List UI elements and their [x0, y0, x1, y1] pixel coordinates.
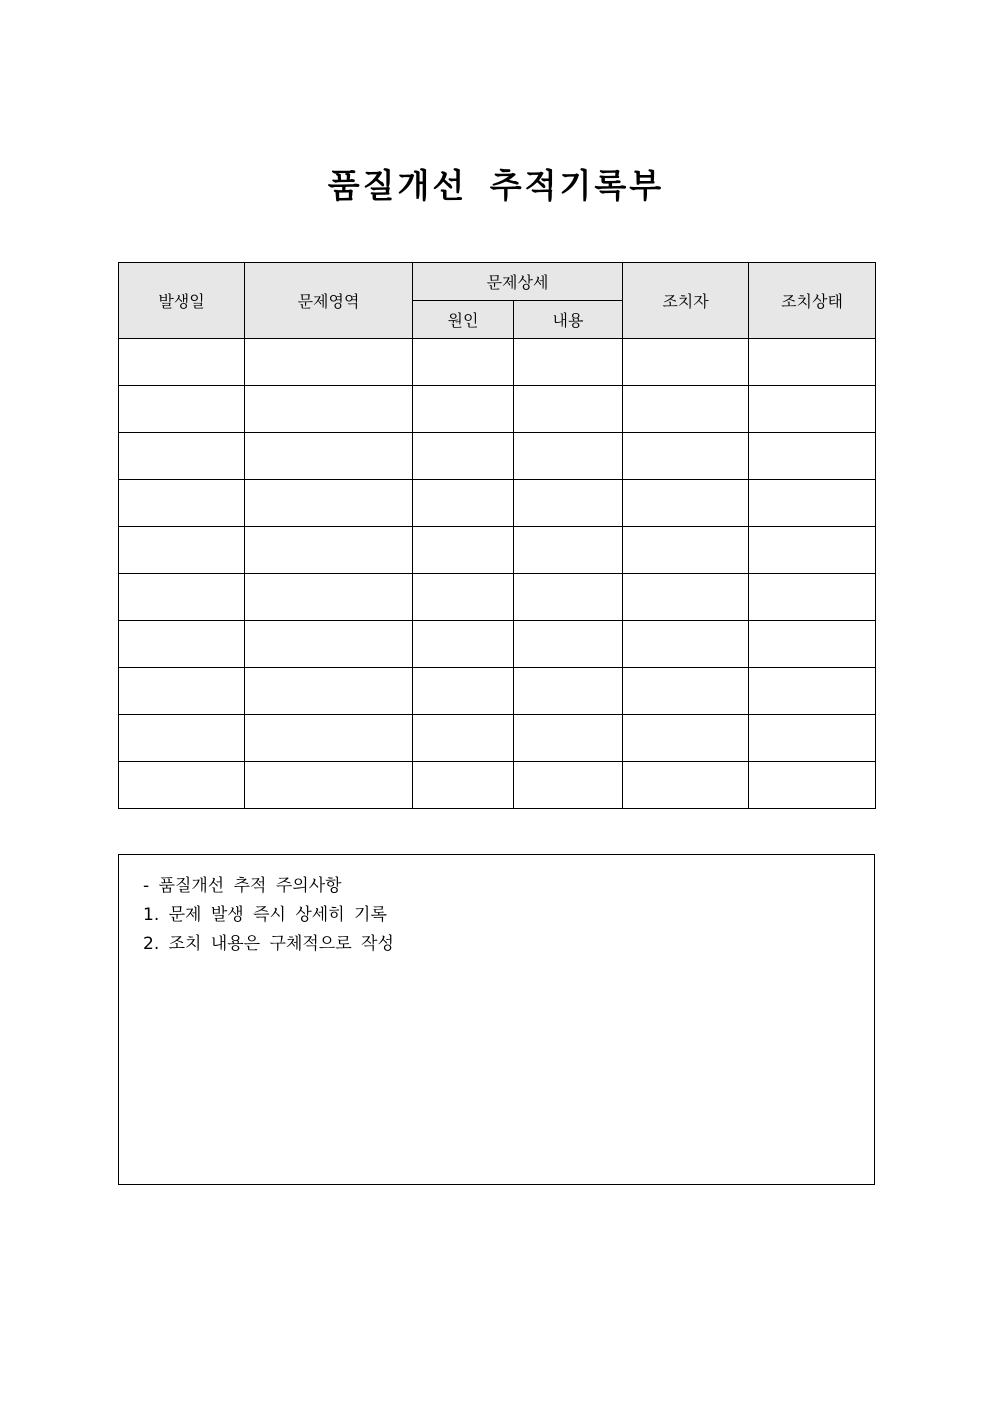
cell-action-status[interactable]	[749, 668, 876, 715]
table-row	[119, 339, 876, 386]
header-cause: 원인	[413, 301, 514, 339]
notes-item-2: 2. 조치 내용은 구체적으로 작성	[143, 934, 394, 954]
cell-content[interactable]	[514, 339, 623, 386]
cell-problem-area[interactable]	[245, 574, 413, 621]
cell-date[interactable]	[119, 762, 245, 809]
cell-cause[interactable]	[413, 762, 514, 809]
cell-cause[interactable]	[413, 715, 514, 762]
cell-handler[interactable]	[623, 668, 749, 715]
header-action-status: 조치상태	[749, 263, 876, 339]
cell-cause[interactable]	[413, 339, 514, 386]
cell-cause[interactable]	[413, 386, 514, 433]
cell-handler[interactable]	[623, 715, 749, 762]
cell-handler[interactable]	[623, 527, 749, 574]
cell-handler[interactable]	[623, 762, 749, 809]
header-problem-detail: 문제상세	[413, 263, 623, 301]
cell-handler[interactable]	[623, 480, 749, 527]
header-handler: 조치자	[623, 263, 749, 339]
cell-handler[interactable]	[623, 386, 749, 433]
table-body	[119, 339, 876, 809]
cell-date[interactable]	[119, 480, 245, 527]
cell-action-status[interactable]	[749, 621, 876, 668]
cell-problem-area[interactable]	[245, 668, 413, 715]
cell-action-status[interactable]	[749, 339, 876, 386]
cell-cause[interactable]	[413, 480, 514, 527]
header-date: 발생일	[119, 263, 245, 339]
cell-content[interactable]	[514, 527, 623, 574]
cell-problem-area[interactable]	[245, 715, 413, 762]
page-title: 품질개선 추적기록부	[327, 166, 665, 205]
cell-date[interactable]	[119, 527, 245, 574]
cell-cause[interactable]	[413, 527, 514, 574]
cell-content[interactable]	[514, 386, 623, 433]
cell-content[interactable]	[514, 480, 623, 527]
cell-action-status[interactable]	[749, 762, 876, 809]
cell-content[interactable]	[514, 668, 623, 715]
table-row	[119, 527, 876, 574]
tracking-log-table	[118, 262, 876, 809]
cell-content[interactable]	[514, 762, 623, 809]
table-row	[119, 433, 876, 480]
cell-cause[interactable]	[413, 433, 514, 480]
cell-content[interactable]	[514, 574, 623, 621]
notes-heading: - 품질개선 추적 주의사항	[143, 876, 342, 896]
cell-cause[interactable]	[413, 668, 514, 715]
cell-action-status[interactable]	[749, 433, 876, 480]
table-row	[119, 762, 876, 809]
table-row	[119, 715, 876, 762]
cell-content[interactable]	[514, 621, 623, 668]
header-content: 내용	[514, 301, 623, 339]
table-header-row	[119, 263, 876, 301]
cell-action-status[interactable]	[749, 715, 876, 762]
cell-date[interactable]	[119, 386, 245, 433]
cell-action-status[interactable]	[749, 527, 876, 574]
cell-date[interactable]	[119, 668, 245, 715]
cell-problem-area[interactable]	[245, 386, 413, 433]
header-problem-area: 문제영역	[245, 263, 413, 339]
cell-date[interactable]	[119, 433, 245, 480]
cell-handler[interactable]	[623, 433, 749, 480]
cell-handler[interactable]	[623, 574, 749, 621]
cell-problem-area[interactable]	[245, 339, 413, 386]
cell-content[interactable]	[514, 433, 623, 480]
cell-problem-area[interactable]	[245, 762, 413, 809]
cell-date[interactable]	[119, 715, 245, 762]
cell-problem-area[interactable]	[245, 527, 413, 574]
cell-handler[interactable]	[623, 621, 749, 668]
table-row	[119, 574, 876, 621]
table-row	[119, 480, 876, 527]
cell-content[interactable]	[514, 715, 623, 762]
cell-cause[interactable]	[413, 574, 514, 621]
cell-problem-area[interactable]	[245, 480, 413, 527]
cell-date[interactable]	[119, 621, 245, 668]
notes-item-1: 1. 문제 발생 즉시 상세히 기록	[143, 905, 387, 925]
cell-date[interactable]	[119, 574, 245, 621]
cell-problem-area[interactable]	[245, 621, 413, 668]
table-row	[119, 668, 876, 715]
cell-problem-area[interactable]	[245, 433, 413, 480]
notes-box	[118, 854, 875, 1185]
table-row	[119, 386, 876, 433]
cell-action-status[interactable]	[749, 574, 876, 621]
cell-action-status[interactable]	[749, 480, 876, 527]
cell-handler[interactable]	[623, 339, 749, 386]
cell-cause[interactable]	[413, 621, 514, 668]
table-row	[119, 621, 876, 668]
cell-action-status[interactable]	[749, 386, 876, 433]
cell-date[interactable]	[119, 339, 245, 386]
